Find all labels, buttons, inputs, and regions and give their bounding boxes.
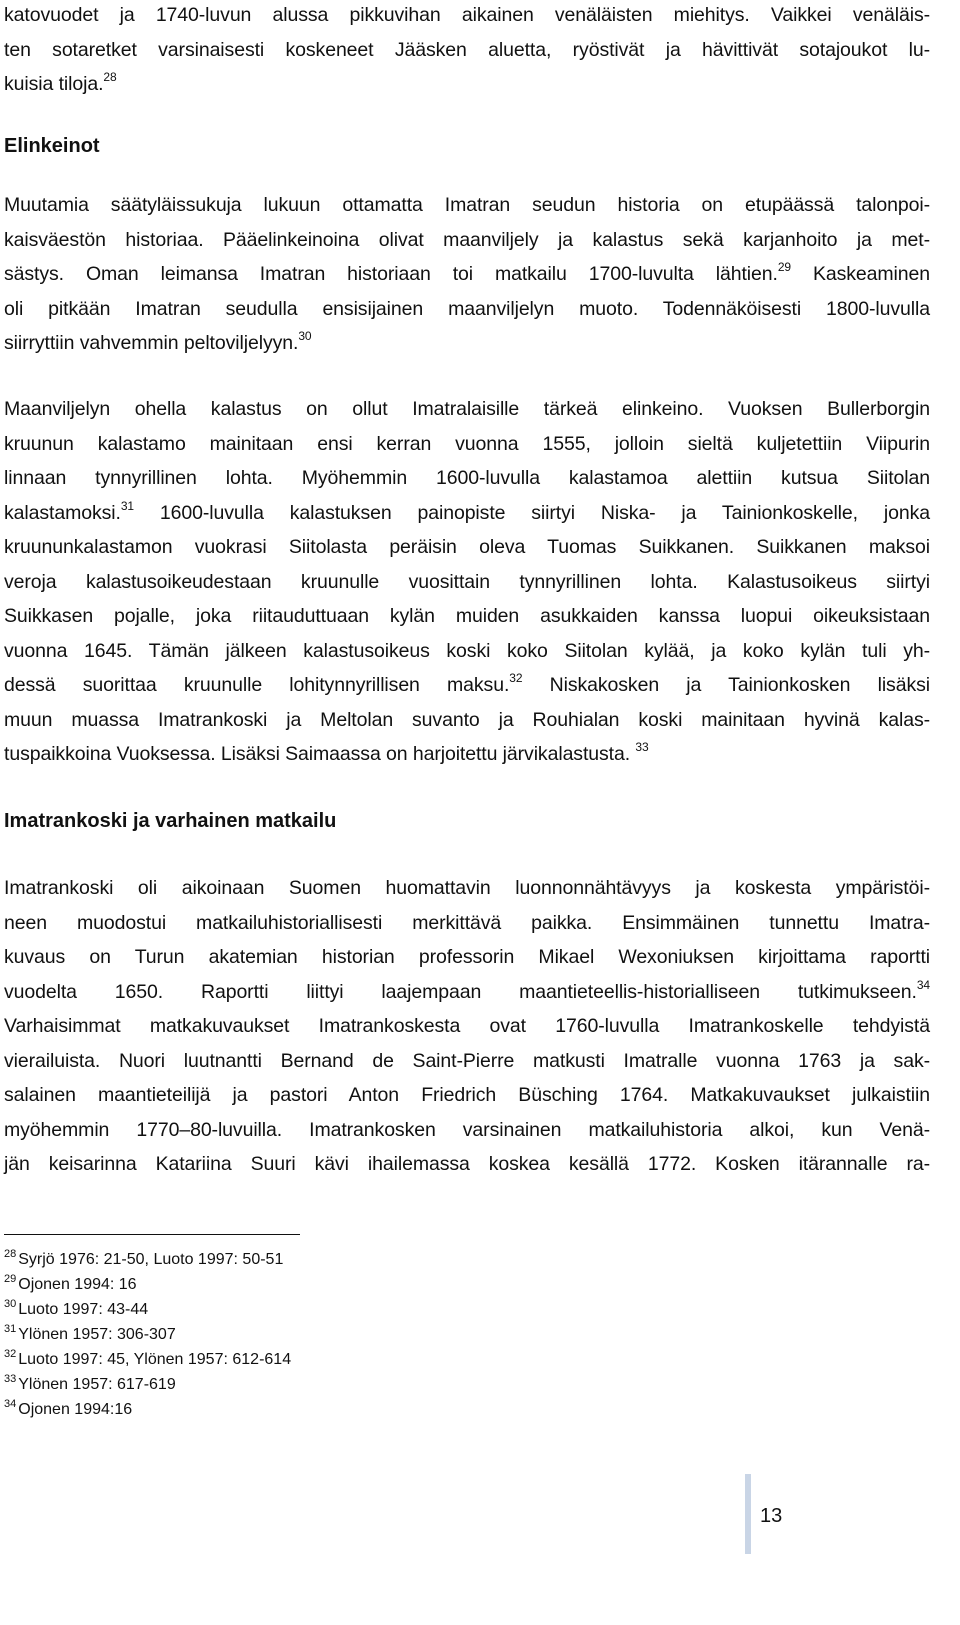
footnote-item [4,1272,291,1297]
line-text: siirryttiin vahvemmin peltoviljelyyn. [4,332,299,354]
text-line [4,496,930,531]
line-text: Suikkasen pojalle, joka riitauduttuaan kylän muiden asukkaiden kanssa luopui oikeuksistaan [4,605,930,627]
page-number-bar [745,1474,751,1554]
line-text: kalastamoksi. [4,501,121,524]
footnote-number: 32 [4,1348,17,1360]
footnote-separator [4,1234,300,1235]
line-text: vuodelta 1650. Raportti liittyi laajempaan maantieteellis-historialliseen tutkimukseen. [4,980,917,1003]
line-text: kruununkalastamon vuokrasi Siitolasta peräisin oleva Tuomas Suikkanen. Suikkanen maksoi [4,536,930,558]
line-text: tuspaikkoina Vuoksessa. Lisäksi Saimaassa on harjoitettu järvikalastusta. [4,743,636,765]
line-text: Imatrankoski oli aikoinaan Suomen huomattavin luonnonnähtävyys ja koskesta ympäristöi- [4,877,930,899]
footnote-item [4,1247,291,1272]
footnote-reference: 31 [120,498,134,513]
line-text: myöhemmin 1770–80-luvuilla. Imatrankosken varsinainen matkailuhistoria alkoi, kun Venä- [4,1118,930,1141]
footnote-item [4,1397,291,1422]
line-text: vuonna 1645. Tämän jälkeen kalastusoikeus koski koko Siitolan kylää, ja koko kylän tuli yh- [4,639,930,662]
section-heading-imatrankoski: Imatrankoski ja varhainen matkailu [4,810,337,832]
line-text: kuvaus on Turun akatemian historian professorin Mikael Wexoniuksen kirjoittama raportti [4,946,930,968]
footnote-text: Luoto 1997: 43-44 [18,1301,149,1318]
text-line [4,599,930,634]
footnote-reference: 29 [777,260,791,274]
line-text: kaisväestön historiaa. Pääelinkeinoina olivat maanviljely ja kalastus sekä karjanhoito ja met- [4,228,930,251]
text-line [4,634,930,669]
paragraph-kalastus [4,392,930,772]
text-line [4,530,930,565]
line-text: neen muodostui matkailuhistoriallisesti merkittävä paikka. Ensimmäinen tunnettu Imatra- [4,911,930,934]
footnote-text: Syrjö 1976: 21-50, Luoto 1997: 50-51 [18,1251,284,1268]
footnote-number: 29 [4,1273,17,1285]
footnote-item [4,1347,291,1372]
text-line [4,33,930,68]
line-text: oli pitkään Imatran seudulla ensisijainen maanviljelyn muoto. Todennäköisesti 1800-luvulla [4,297,930,320]
paragraph-elinkeinot [4,188,930,361]
footnote-number: 31 [4,1323,17,1335]
line-text: jän keisarinna Katariina Suuri kävi ihailemassa koskea kesällä 1772. Kosken itärannalle ra- [4,1153,930,1175]
footnote-number: 34 [4,1398,17,1410]
text-line [4,461,930,496]
footnote-number: 33 [4,1373,17,1385]
page-number: 13 [760,1505,783,1527]
text-line [4,668,930,703]
footnotes [4,1247,291,1422]
text-line [4,906,930,941]
line-text: kruunun kalastamo mainitaan ensi kerran vuonna 1555, jolloin sieltä kuljetettiin Viipurin [4,432,930,455]
text-line [4,392,930,427]
line-text-continued: Niskakosken ja Tainionkosken lisäksi [522,674,930,696]
text-line [4,703,930,738]
line-text: kuisia tiloja. [4,73,104,95]
text-line [4,1044,930,1079]
paragraph-imatrankoski [4,871,930,1182]
footnote-item [4,1372,291,1397]
line-text: Maanviljelyn ohella kalastus on ollut Imatralaisille tärkeä elinkeino. Vuoksen Bullerborgin [4,398,930,420]
footnote-number: 30 [4,1298,17,1310]
text-line [4,292,930,327]
text-line [4,737,930,772]
text-line [4,0,930,33]
line-text-continued: Kaskeaminen [790,263,931,285]
text-line [4,1147,930,1182]
text-line [4,975,930,1010]
footnote-text: Ylönen 1957: 617-619 [18,1376,176,1393]
line-text: sästys. Oman leimansa Imatran historiaan toi matkailu 1700-luvulta lähtien. [4,263,778,285]
line-text: Varhaisimmat matkakuvaukset Imatrankoskesta ovat 1760-luvulla Imatrankoskelle tehdyistä [4,1015,930,1037]
footnote-reference: 28 [103,70,117,84]
text-line [4,565,930,600]
text-line [4,1009,930,1044]
line-text: linnaan tynnyrillinen lohta. Myöhemmin 1600-luvulla kalastamoa alettiin kutsua Siitolan [4,467,930,489]
line-text: ten sotaretket varsinaisesti koskeneet Jääsken aluetta, ryöstivät ja hävittivät sotajoukot lu- [4,38,930,61]
footnote-item [4,1297,291,1322]
footnote-text: Luoto 1997: 45, Ylönen 1957: 612-614 [18,1351,292,1368]
footnote-text: Ojonen 1994: 16 [18,1276,137,1293]
text-line [4,67,930,102]
footnote-text: Ojonen 1994:16 [18,1401,133,1418]
line-text: salainen maantieteilijä ja pastori Anton Friedrich Büsching 1764. Matkakuvaukset julkaistiin [4,1084,930,1106]
footnote-item [4,1322,291,1347]
text-line [4,326,930,361]
footnote-reference: 32 [509,671,523,685]
text-line [4,257,930,292]
text-line [4,427,930,462]
text-line [4,223,930,258]
line-text: veroja kalastusoikeudestaan kruunulle vuosittain tynnyrillinen lohta. Kalastusoikeus siirtyi [4,570,930,593]
paragraph-history-intro [4,0,930,102]
footnote-text: Ylönen 1957: 306-307 [18,1326,176,1343]
footnote-reference: 33 [635,740,649,754]
section-heading-elinkeinot: Elinkeinot [4,135,100,157]
footnote-reference: 30 [298,329,312,343]
text-line [4,1113,930,1148]
line-text: katovuodet ja 1740-luvun alussa pikkuvihan aikainen venäläisten miehitys. Vaikkei venäläis- [4,4,930,26]
line-text: muun muassa Imatrankoski ja Meltolan suvanto ja Rouhialan koski mainitaan hyvinä kalas- [4,708,930,731]
text-line [4,188,930,223]
line-text-continued: 1600-luvulla kalastuksen painopiste siirtyi Niska- ja Tainionkoskelle, jonka [133,501,930,524]
text-line [4,871,930,906]
text-line [4,1078,930,1113]
footnote-number: 28 [4,1248,17,1260]
footnote-reference: 34 [916,977,930,992]
line-text: vierailuista. Nuori luutnantti Bernand de Saint-Pierre matkusti Imatralle vuonna 1763 ja sak- [4,1049,930,1072]
line-text: dessä suorittaa kruunulle lohitynnyrillisen maksu. [4,674,510,696]
text-line [4,940,930,975]
line-text: Muutamia säätyläissukuja lukuun ottamatta Imatran seudun historia on etupäässä talonpoi- [4,194,930,216]
